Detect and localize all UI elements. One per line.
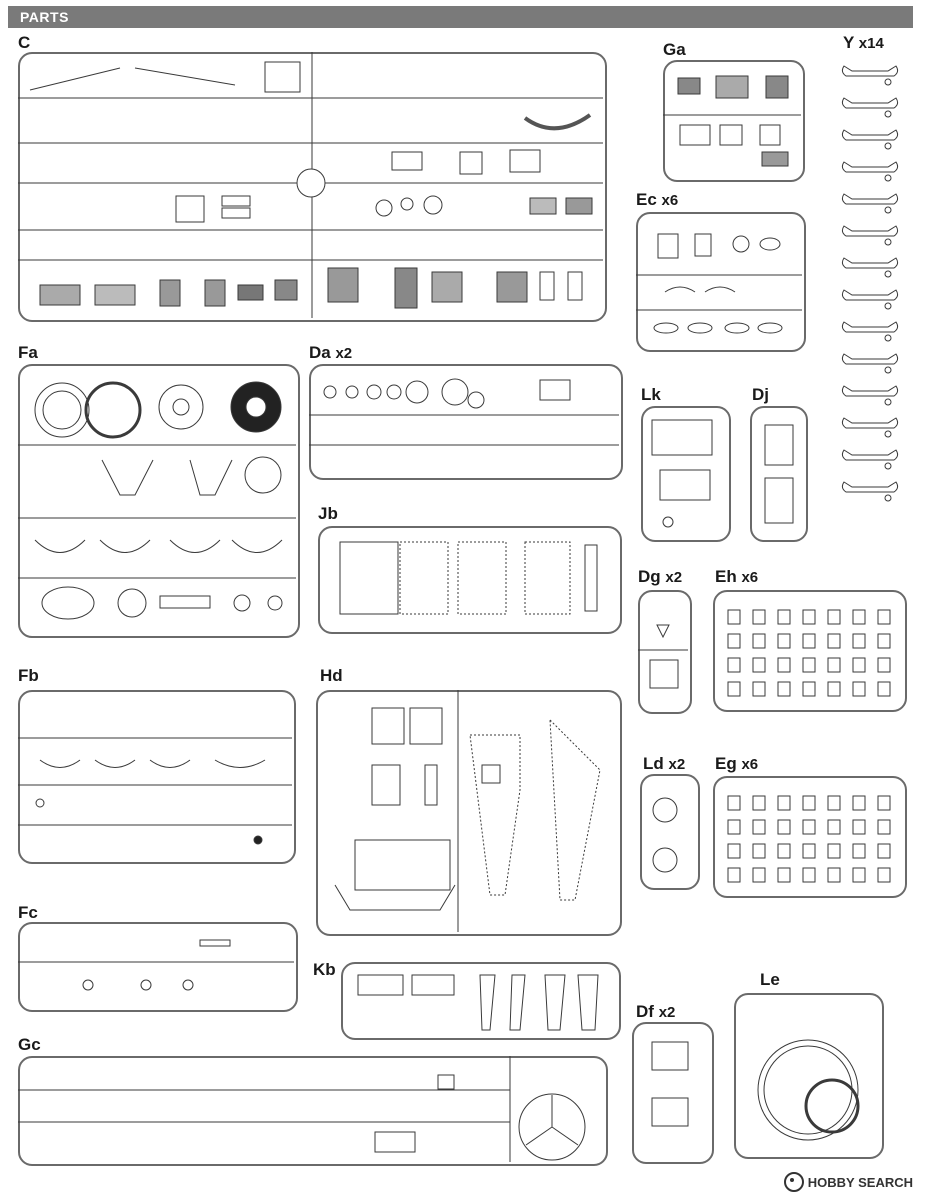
sprue-part-cell xyxy=(853,820,865,834)
sprue-part-cell xyxy=(778,682,790,696)
sprue-part-cell xyxy=(803,682,815,696)
y-part-gate xyxy=(885,271,891,277)
sprue-label-y: Y x14 xyxy=(843,33,884,52)
y-track-link-part xyxy=(842,258,897,268)
sprue-part-cell xyxy=(828,796,840,810)
sprue-part-cell xyxy=(753,796,765,810)
y-track-link-part xyxy=(842,322,897,332)
sprue-part-cell xyxy=(803,868,815,882)
sprue-part-cell xyxy=(803,844,815,858)
y-track-link-part xyxy=(842,354,897,364)
sprue-part-cell xyxy=(728,820,740,834)
sprue-part-cell xyxy=(778,796,790,810)
sprue-part-cell xyxy=(803,820,815,834)
sprue-part-cell xyxy=(728,658,740,672)
sprue-part-cell xyxy=(828,658,840,672)
sprue-part-cell xyxy=(878,634,890,648)
sprue-label-c: C xyxy=(18,33,31,52)
sprue-part-cell xyxy=(778,868,790,882)
y-track-link-part xyxy=(842,290,897,300)
sprue-part-cell xyxy=(828,820,840,834)
sprue-part-cell xyxy=(728,634,740,648)
y-part-gate xyxy=(885,399,891,405)
y-part-gate xyxy=(885,335,891,341)
sprue-part-cell xyxy=(853,658,865,672)
sprue-label-kb: Kb xyxy=(313,960,336,979)
sprue-label-fc: Fc xyxy=(18,903,38,922)
sprue-part-cell xyxy=(803,634,815,648)
sprue-part-cell xyxy=(728,868,740,882)
sprue-y-strip xyxy=(838,52,902,522)
sprue-part-cell xyxy=(753,658,765,672)
sprue-part-cell xyxy=(878,658,890,672)
y-track-link-part xyxy=(842,418,897,428)
y-part-gate xyxy=(885,79,891,85)
sprue-part-cell xyxy=(778,658,790,672)
sprue-part-cell xyxy=(728,682,740,696)
sprue-part-cell xyxy=(828,844,840,858)
parts-title: PARTS xyxy=(20,9,69,25)
sprue-part-cell xyxy=(753,634,765,648)
sprue-label-ec: Ec x6 xyxy=(636,190,679,209)
sprue-part-cell xyxy=(878,682,890,696)
sprue-part-cell xyxy=(853,682,865,696)
y-track-link-part xyxy=(842,226,897,236)
y-part-gate xyxy=(885,175,891,181)
sprue-part-cell xyxy=(803,610,815,624)
sprue-part-cell xyxy=(853,610,865,624)
y-part-gate xyxy=(885,111,891,117)
y-track-link-part xyxy=(842,450,897,460)
sprue-part-cell xyxy=(753,868,765,882)
y-part-gate xyxy=(885,303,891,309)
y-part-gate xyxy=(885,239,891,245)
sprue-part-cell xyxy=(753,844,765,858)
sprue-label-lk: Lk xyxy=(641,385,661,404)
sprue-part-cell xyxy=(853,634,865,648)
sprue-label-ga: Ga xyxy=(663,40,686,59)
sprue-label-gc: Gc xyxy=(18,1035,41,1054)
sprue-label-eg: Eg x6 xyxy=(715,754,759,773)
y-track-link-part xyxy=(842,66,897,76)
y-part-gate xyxy=(885,143,891,149)
y-track-link-part xyxy=(842,98,897,108)
sprue-label-ld: Ld x2 xyxy=(643,754,686,773)
sprue-part-cell xyxy=(828,610,840,624)
sprue-part-cell xyxy=(778,820,790,834)
y-track-link-part xyxy=(842,130,897,140)
hobby-search-watermark xyxy=(784,1172,913,1192)
sprue-part-cell xyxy=(728,796,740,810)
sprue-part-cell xyxy=(828,682,840,696)
sprue-label-jb: Jb xyxy=(318,504,338,523)
sprue-part-cell xyxy=(803,796,815,810)
sprue-part-cell xyxy=(878,868,890,882)
y-part-gate xyxy=(885,367,891,373)
sprue-label-eh: Eh x6 xyxy=(715,567,759,586)
watermark-text: HOBBY SEARCH xyxy=(807,1174,913,1190)
y-track-link-part xyxy=(842,194,897,204)
sprue-part-cell xyxy=(753,610,765,624)
sprue-part-cell xyxy=(828,634,840,648)
sprue-part-cell xyxy=(878,820,890,834)
sprue-part-cell xyxy=(753,820,765,834)
sprue-label-dj: Dj xyxy=(752,385,769,404)
sprue-part-cell xyxy=(778,844,790,858)
y-track-link-part xyxy=(842,482,897,492)
y-part-gate xyxy=(885,495,891,501)
y-part-gate xyxy=(885,207,891,213)
y-track-link-part xyxy=(842,162,897,172)
sprue-label-df: Df x2 xyxy=(636,1002,676,1021)
sprue-part-cell xyxy=(878,844,890,858)
sprue-part-cell xyxy=(803,658,815,672)
sprue-label-le: Le xyxy=(760,970,780,989)
sprue-part-cell xyxy=(728,844,740,858)
sprue-part-cell xyxy=(728,610,740,624)
sprue-part-cell xyxy=(778,634,790,648)
sprue-part-cell xyxy=(853,868,865,882)
sprue-part-cell xyxy=(853,844,865,858)
sprue-part-cell xyxy=(878,610,890,624)
sprue-label-hd: Hd xyxy=(320,666,343,685)
sprue-part-cell xyxy=(853,796,865,810)
hobby-search-logo-icon xyxy=(784,1172,804,1192)
sprue-label-dg: Dg x2 xyxy=(638,567,683,586)
sprue-part-cell xyxy=(778,610,790,624)
sprue-label-fb: Fb xyxy=(18,666,39,685)
y-part-gate xyxy=(885,463,891,469)
sprue-part-cell xyxy=(828,868,840,882)
sprue-part-cell xyxy=(878,796,890,810)
y-track-link-part xyxy=(842,386,897,396)
y-part-gate xyxy=(885,431,891,437)
sprue-part-cell xyxy=(753,682,765,696)
sprue-label-fa: Fa xyxy=(18,343,38,362)
sprue-label-da: Da x2 xyxy=(309,343,353,362)
